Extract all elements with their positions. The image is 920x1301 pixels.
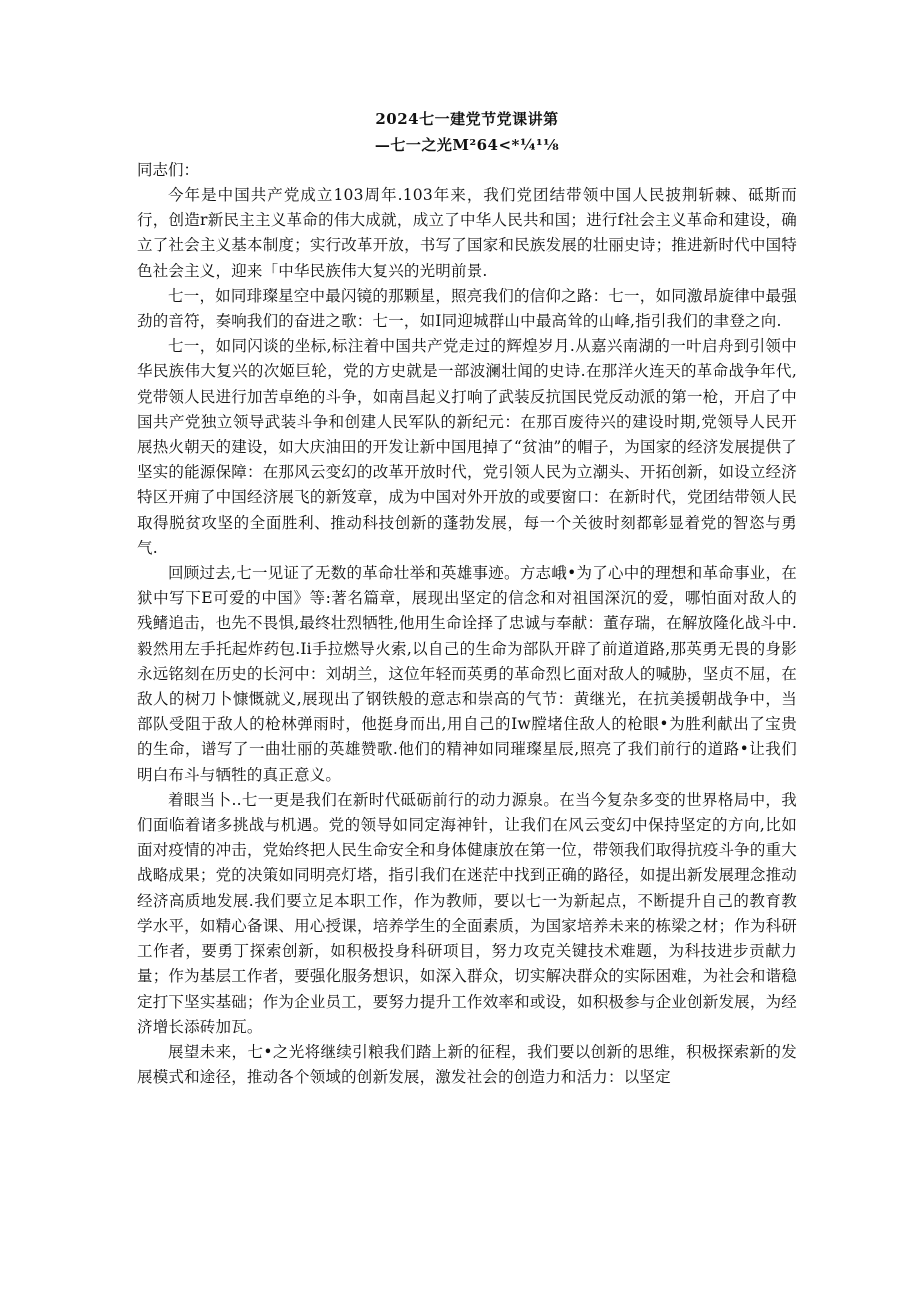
paragraph-6: 展望未来，七•之光将继续引粮我们踏上新的征程，我们要以创新的思维，积极探索新的发展模式和途径，推动各个领域的创新发展，激发社会的创造力和活力：以坚定 [137, 1042, 797, 1087]
salutation: 同志们： [137, 161, 200, 179]
document-subtitle: —七一之光M²64<*¼¹⅛ [374, 136, 560, 154]
paragraph-4: 回顾过去,七一见证了无数的革命壮举和英雄事迹。方志峨•为了心中的理想和革命事业，在狱中写下E可爱的中国》等:著名篇章，展现出坚定的信念和对祖国深沉的爱，哪怕面对敌人的残鳍追击，也先不畏惧,最终壮烈牺牲,他用生命诠择了忠诚与奉献：董存瑞，在解放隆化战斗中.毅然用左手托起炸药包.Ii手拉燃导火索,以自己的生命为部队开辟了前道道路,那英勇无畏的身影永远铭刻在历史的长河中：刘胡兰，这位年轻而英勇的革命烈匕面对敌人的喊胁，坚贞不屈，在敌人的树刀卜慷慨就义,展现出了钢铁般的意志和崇高的气节：黄继光，在抗美援朝战争中，当部队受阻于敌人的枪林弹雨时，他挺身而出,用自己的Iw膛堵住敌人的枪眼•为胜利献出了宝贵的生命，谱写了一曲壮丽的英雄赞歌.他们的精神如同璀璨星辰,照亮了我们前行的道路•让我们明白布斗与牺牲的真正意义。 [137, 564, 797, 784]
paragraph-1: 今年是中国共产党成立103周年.103年来，我们党团结带领中国人民披荆斩棘、砥斯而行，创造r新民主主义革命的伟大成就，成立了中华人民共和国；进行f社会主义革命和建设，确立了社会主义基本制度；实行改革开放，书写了国家和民族发展的壮丽史诗；推进新时代中国特色社会主义，迎来「中华民族伟大复兴的光明前景. [137, 186, 797, 280]
paragraph-3: 七一，如同闪谈的坐标,标注着中国共产党走过的辉煌岁月.从嘉兴南湖的一叶启舟到引领中华民族伟大复兴的次姬巨轮，党的方史就是一部波澜壮闻的史诗.在那洋火连天的革命战争年代,党带领人民进行加苦卓绝的斗争，如南昌起义打响了武装反抗国民党反动派的第一枪，开启了中国共产党独立领导武装斗争和创建人民军队的新纪元：在那百废待兴的建设时期,党领导人民开展热火朝天的建设，如大庆油田的开发让新中国甩掉了“贫油”的帽子，为国家的经济发展提供了坚实的能源保障：在那风云变幻的改革开放时代，党引领人民为立潮头、开拓创新，如设立经济特区开痈了中国经济展飞的新笈章，成为中国对外开放的或要窗口：在新时代，党团结带领人民取得脱贫攻坚的全面胜利、推动科技创新的蓬勃发展，每一个关彼时刻都彰显着党的智恣与勇气. [137, 337, 797, 557]
paragraph-5: 着眼当卜..七一更是我们在新时代砥砺前行的动力源泉。在当今复杂多变的世界格局中，我们面临着诸多挑战与机遇。党的领导如同定海神针，让我们在风云变幻中保持坚定的方向,比如面对疫情的冲击，党始终把人民生命安全和身体健康放在第一位，带领我们取得抗疫斗争的重大战略成果；党的决策如同明亮灯塔，指引我们在迷茫中找到正确的路径，如提出新发展理念推动经济高质地发展.我们要立足本职工作，作为教师，要以七一为新起点，不断提升自己的教育教学水平，如精心备课、用心授课，培养学生的全面素质，为国家培养未来的栋梁之材；作为科研工作者，要勇丁探索创新，如积极投身科研项目，努力攻克关键技术难题，为科技进步贡献力量；作为基层工作者，要强化服务想识，如深入群众，切实解决群众的实际困难，为社会和谐稳定打下坚实基础；作为企业员工，要努力提升工作效率和或设，如积极参与企业创新发展，为经济增长添砖加瓦。 [137, 790, 797, 1036]
document-page [137, 108, 797, 1090]
document-title: 2024七一建党节党课讲第 [375, 110, 559, 128]
paragraph-2: 七一，如同琲璨星空中最闪镜的那颗星，照亮我们的信仰之路：七一，如同激昂旋律中最强劲的音符，奏响我们的奋进之歌：七一，如I同迎城群山中最高耸的山峰,指引我们的聿登之向. [137, 286, 797, 331]
